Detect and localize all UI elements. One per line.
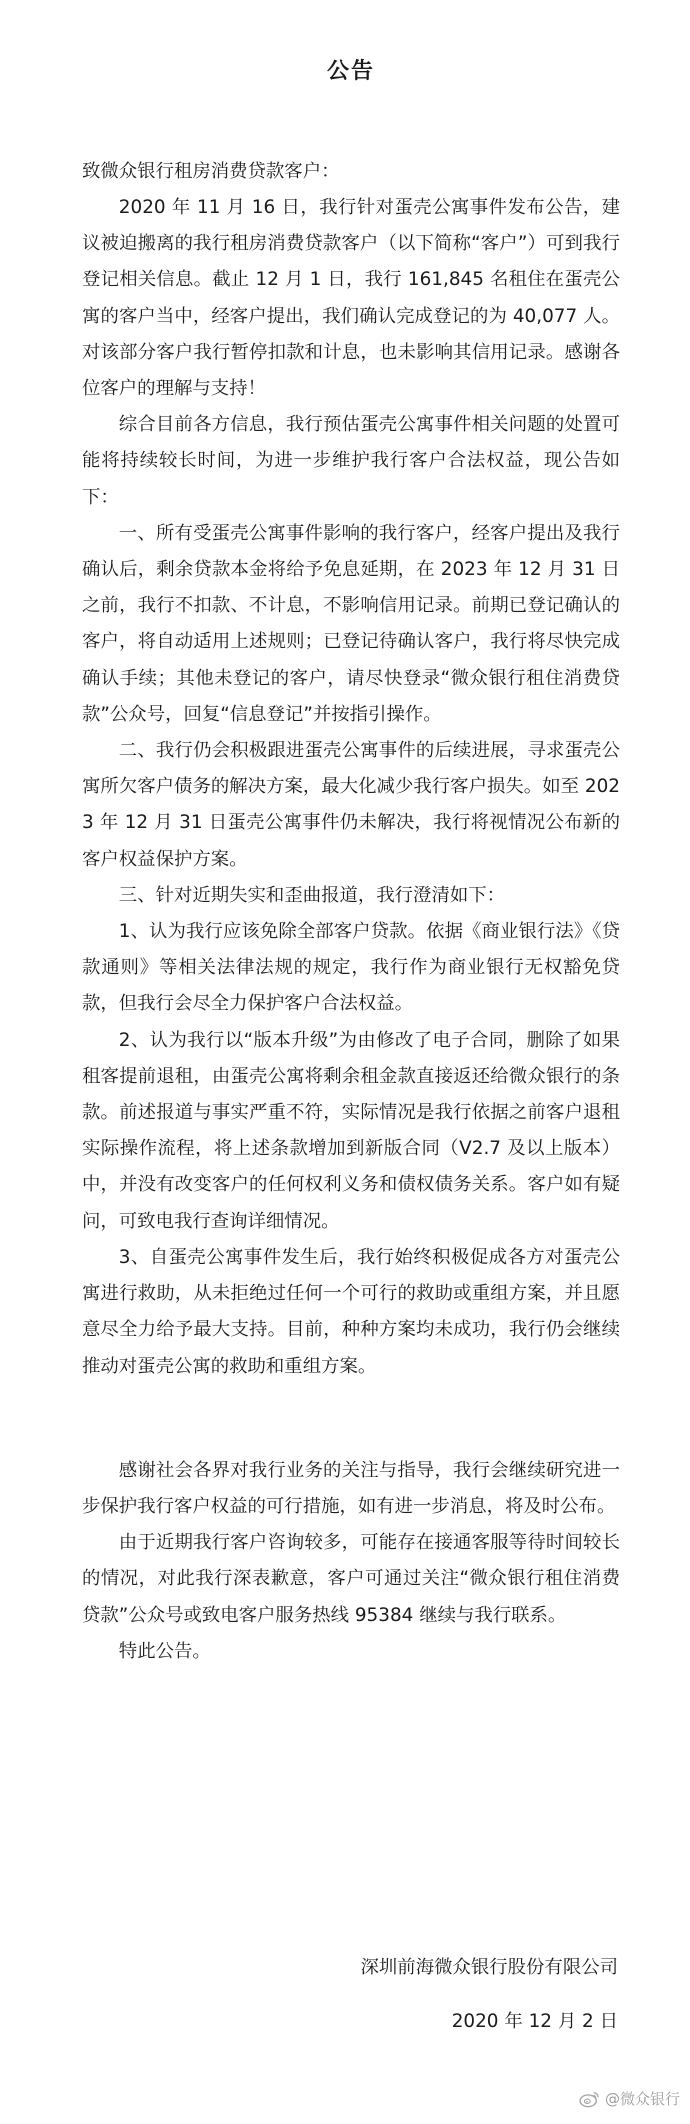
watermark-text: @微众银行 bbox=[604, 2090, 680, 2108]
notice-title: 公告 bbox=[326, 59, 375, 84]
closing-statement: 特此公告。 bbox=[118, 1640, 211, 1662]
spacer bbox=[82, 1385, 620, 1453]
clarification-point-2: 2、认为我行以“版本升级”为由修改了电子合同，删除了如果租客提前退租，由蛋壳公寓将剩余租金款直接返还给微众银行的条款。前述报道与事实严重不符，实际情况是我行依据之前客户退租实际操作流程，将上述条款增加到新版合同（V2.7 及以上版本）中，并没有改变客户的任何权利义务和债权债务关系。客户如有疑问，可致电我行查询详细情况。 bbox=[82, 1029, 620, 1232]
weibo-logo-icon bbox=[579, 2090, 601, 2108]
closing-contact: 由于近期我行客户咨询较多，可能存在接通客服等待时间较长的情况，对此我行深表歉意，客户可通过关注“微众银行租住消费贷款”公众号或致电客户服务热线 95384 继续与我行联系。 bbox=[82, 1532, 620, 1626]
signature-date: 2020 年 12 月 2 日 bbox=[451, 2011, 618, 2032]
paragraph-item-2-follow-up: 二、我行仍会积极跟进蛋壳公寓事件的后续进展，寻求蛋壳公寓所欠客户债务的解决方案，最大化减少我行客户损失。如至 2023 年 12 月 31 日蛋壳公寓事件仍未解决，我行将视情况公布新的客户权益保护方案。 bbox=[82, 740, 620, 870]
signature-organization: 深圳前海微众银行股份有限公司 bbox=[360, 1957, 618, 1978]
weibo-watermark bbox=[579, 2088, 680, 2109]
clarification-point-1: 1、认为我行应该免除全部客户贷款。依据《商业银行法》《贷款通则》等相关法律法规的规定，我行作为商业银行无权豁免贷款，但我行会尽全力保护客户合法权益。 bbox=[82, 921, 620, 1015]
salutation: 致微众银行租房消费贷款客户： bbox=[82, 161, 340, 182]
paragraph-intro: 综合目前各方信息，我行预估蛋壳公寓事件相关问题的处置可能将持续较长时间，为进一步维护我行客户合法权益，现公告如下： bbox=[82, 414, 620, 508]
clarification-point-3: 3、自蛋壳公寓事件发生后，我行始终积极促成各方对蛋壳公寓进行救助，从未拒绝过任何一个可行的救助或重组方案，并且愿意尽全力给予最大支持。目前，种种方案均未成功，我行仍会继续推动对蛋壳公寓的救助和重组方案。 bbox=[82, 1246, 620, 1377]
closing-thanks: 感谢社会各界对我行业务的关注与指导，我行会继续研究进一步保护我行客户权益的可行措施，如有进一步消息，将及时公布。 bbox=[82, 1459, 620, 1517]
paragraph-registration-summary: 2020 年 11 月 16 日，我行针对蛋壳公寓事件发布公告，建议被迫搬离的我行租房消费贷款客户（以下简称“客户”）可到我行登记相关信息。截止 12 月 1 日，我行 161,845 名租住在蛋壳公寓的客户当中，经客户提出，我们确认完成登记的为 40,077 人。对该部分客户我行暂停扣款和计息，也未影响其信用记录。感谢各位客户的理解与支持！ bbox=[82, 197, 620, 400]
paragraph-item-1-deferral: 一、所有受蛋壳公寓事件影响的我行客户，经客户提出及我行确认后，剩余贷款本金将给予免息延期，在 2023 年 12 月 31 日之前，我行不扣款、不计息，不影响信用记录。前期已登记确认的客户，将自动适用上述规则；已登记待确认客户，我行将尽快完成确认手续；其他未登记的客户，请尽快登录“微众银行租住消费贷款”公众号，回复“信息登记”并按指引操作。 bbox=[82, 522, 620, 725]
paragraph-item-3-clarification: 三、针对近期失实和歪曲报道，我行澄清如下： bbox=[118, 884, 506, 906]
